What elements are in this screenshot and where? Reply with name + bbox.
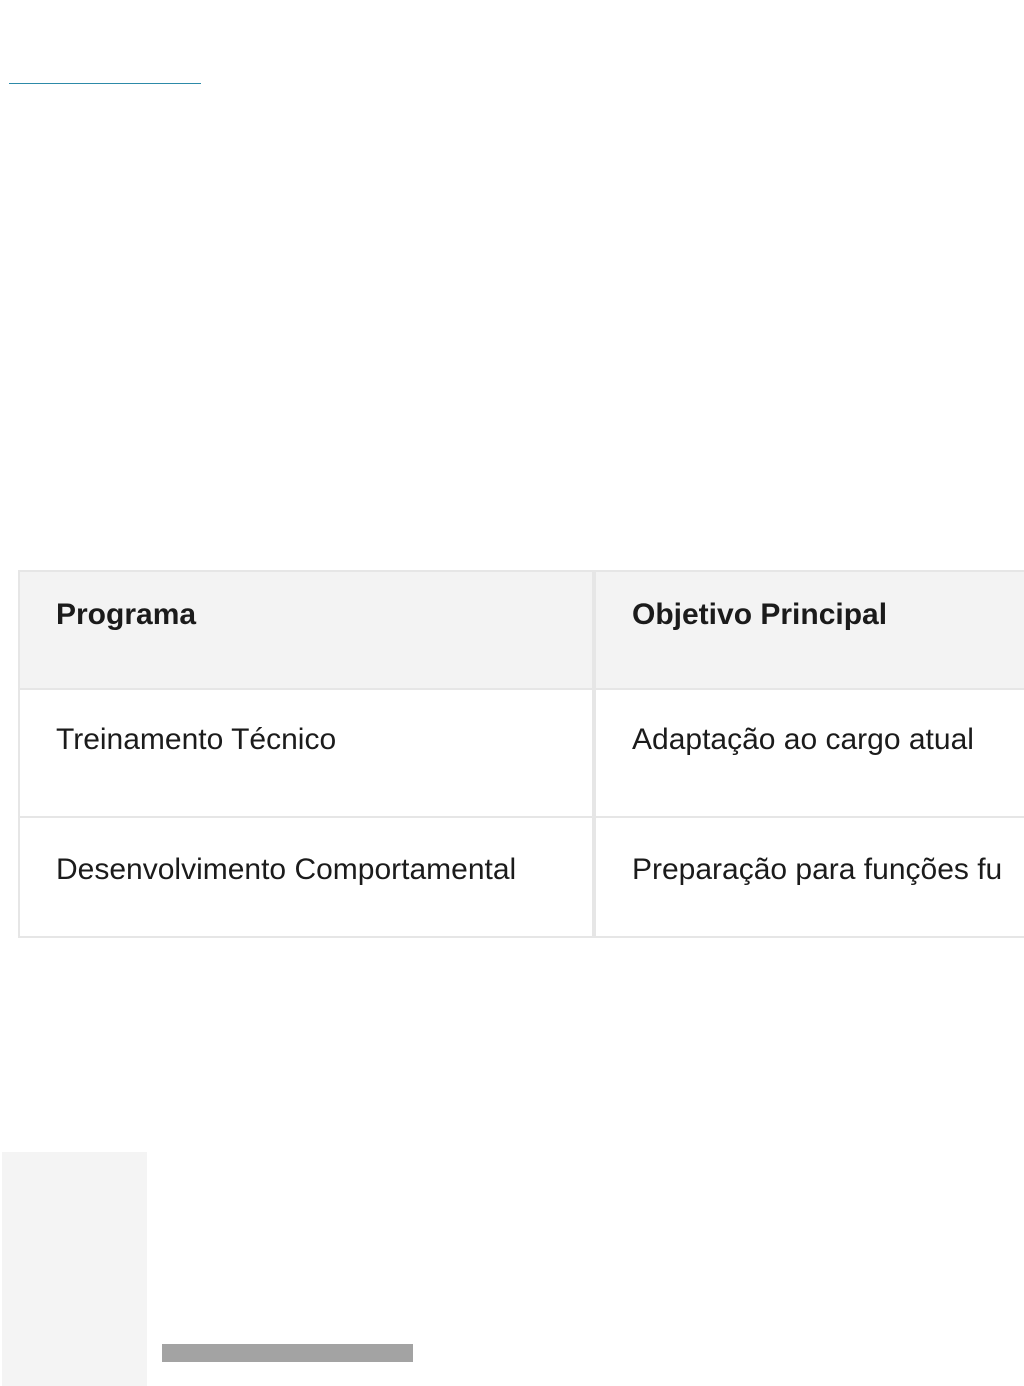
link-underline[interactable] (9, 83, 201, 84)
table-header-row (18, 570, 1024, 688)
table-row (18, 688, 1024, 816)
programs-table-container (18, 570, 1024, 938)
header-objetivo-principal: Objetivo Principal (592, 570, 1024, 688)
cell-objetivo: Adaptação ao cargo atual (592, 688, 1024, 816)
programs-table (18, 570, 1024, 938)
cell-programa: Desenvolvimento Comportamental (18, 816, 592, 938)
cell-programa: Treinamento Técnico (18, 688, 592, 816)
side-panel (2, 1152, 147, 1386)
cell-objetivo: Preparação para funções fu (592, 816, 1024, 938)
header-programa: Programa (18, 570, 592, 688)
table-row (18, 816, 1024, 938)
placeholder-bar (162, 1344, 413, 1362)
